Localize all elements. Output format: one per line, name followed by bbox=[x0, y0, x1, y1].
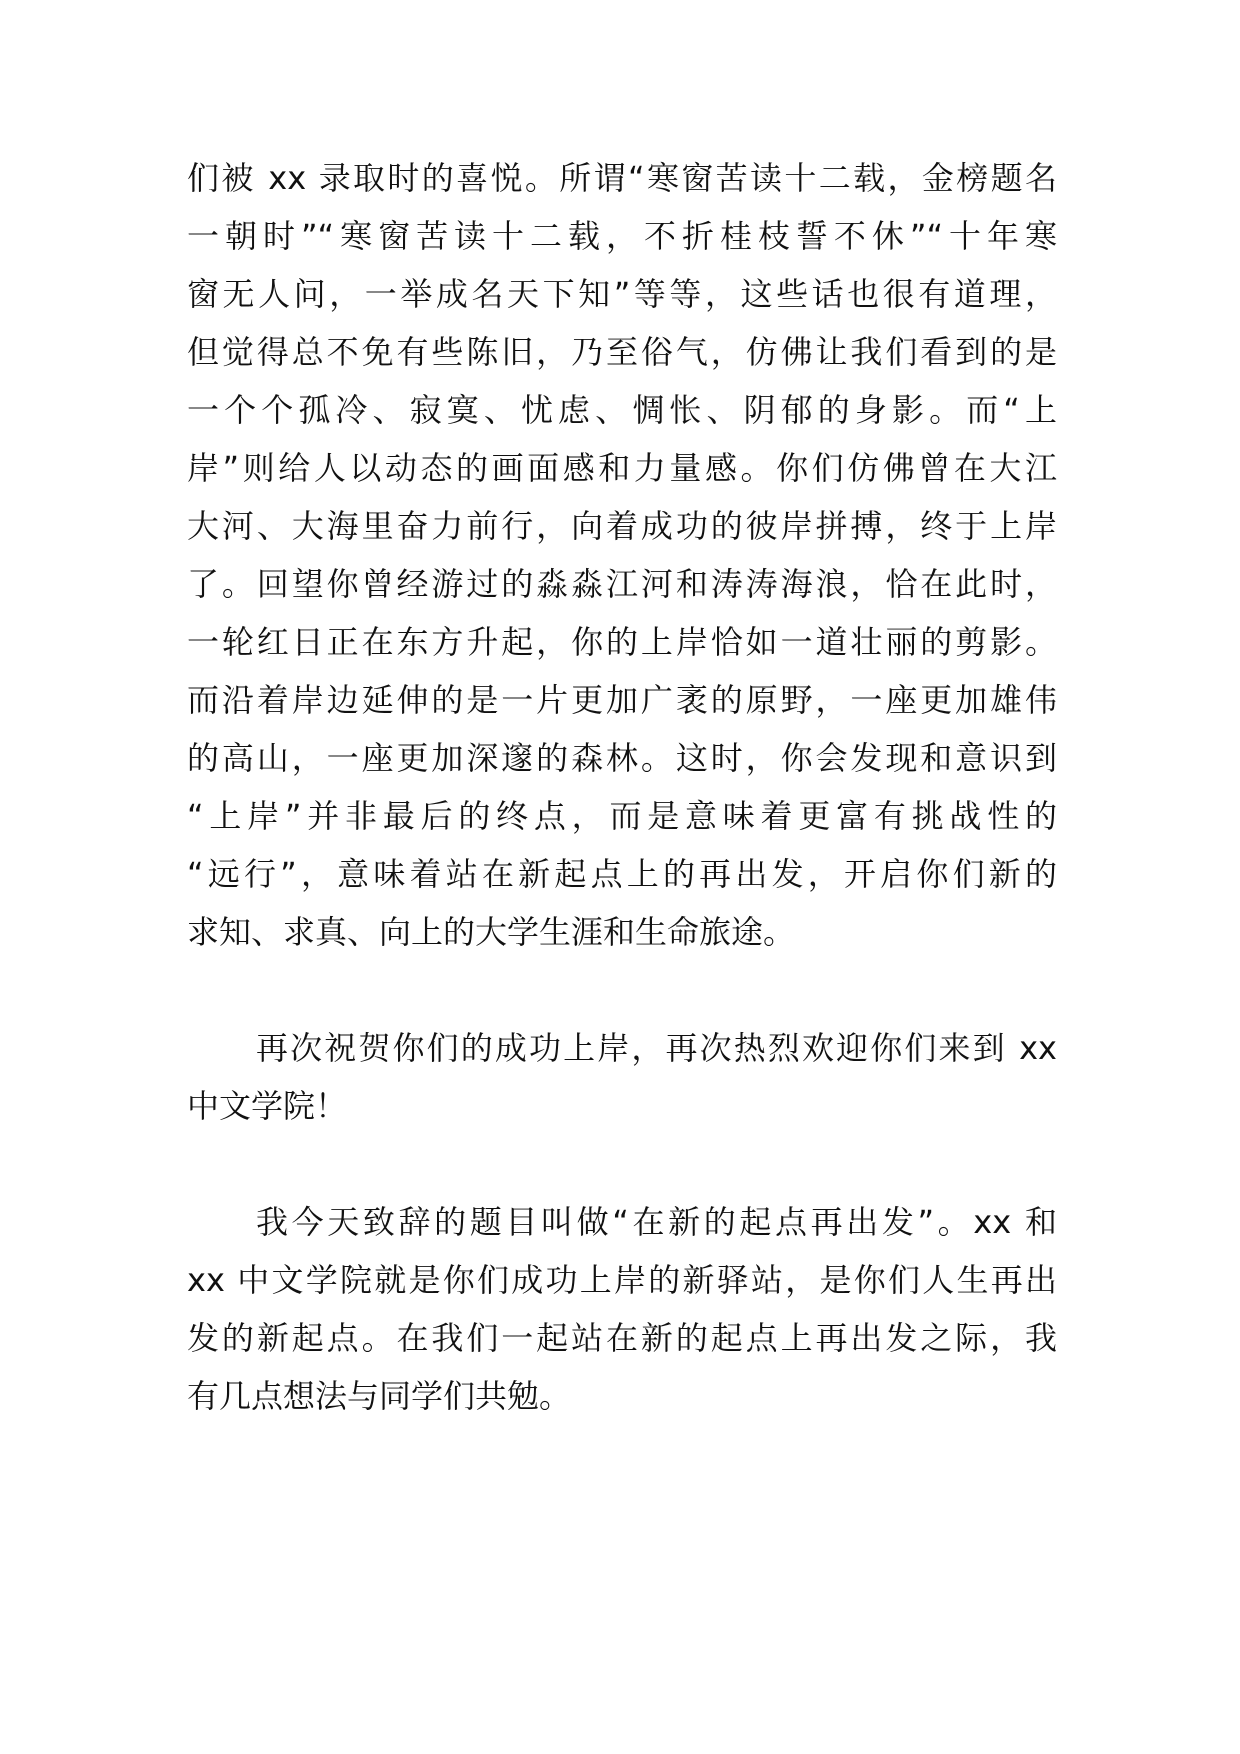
text-line: 一轮红日正在东方升起，你的上岸恰如一道壮丽的剪影。 bbox=[187, 623, 1057, 661]
text-line: 们被 xx 录取时的喜悦。所谓“寒窗苦读十二载，金榜题名 bbox=[187, 159, 1057, 197]
text-line: “上岸”并非最后的终点，而是意味着更富有挑战性的 bbox=[187, 797, 1057, 835]
text-line: 但觉得总不免有些陈旧，乃至俗气，仿佛让我们看到的是 bbox=[187, 333, 1057, 371]
text-line: 发的新起点。在我们一起站在新的起点上再出发之际，我 bbox=[187, 1319, 1057, 1357]
text-line: 岸”则给人以动态的画面感和力量感。你们仿佛曾在大江 bbox=[187, 449, 1057, 487]
text-line: 一个个孤冷、寂寞、忧虑、惆怅、阴郁的身影。而“上 bbox=[187, 391, 1057, 429]
text-line: xx 中文学院就是你们成功上岸的新驿站，是你们人生再出 bbox=[187, 1261, 1057, 1299]
text-line: 有几点想法与同学们共勉。 bbox=[187, 1377, 572, 1415]
text-line: “远行”，意味着站在新起点上的再出发，开启你们新的 bbox=[187, 855, 1057, 893]
text-line: 窗无人问，一举成名天下知”等等，这些话也很有道理， bbox=[187, 275, 1057, 313]
text-line: 的高山，一座更加深邃的森林。这时，你会发现和意识到 bbox=[187, 739, 1057, 777]
text-line: 一朝时”“寒窗苦读十二载，不折桂枝誓不休”“十年寒 bbox=[187, 217, 1057, 255]
text-line: 我今天致辞的题目叫做“在新的起点再出发”。xx 和 bbox=[256, 1203, 1057, 1241]
text-line: 中文学院！ bbox=[187, 1087, 348, 1125]
text-line: 大河、大海里奋力前行，向着成功的彼岸拼搏，终于上岸 bbox=[187, 507, 1057, 545]
text-line: 求知、求真、向上的大学生涯和生命旅途。 bbox=[187, 913, 796, 951]
text-line: 了。回望你曾经游过的淼淼江河和涛涛海浪，恰在此时， bbox=[187, 565, 1057, 603]
text-line: 再次祝贺你们的成功上岸，再次热烈欢迎你们来到 xx bbox=[256, 1029, 1057, 1067]
text-line: 而沿着岸边延伸的是一片更加广袤的原野，一座更加雄伟 bbox=[187, 681, 1057, 719]
